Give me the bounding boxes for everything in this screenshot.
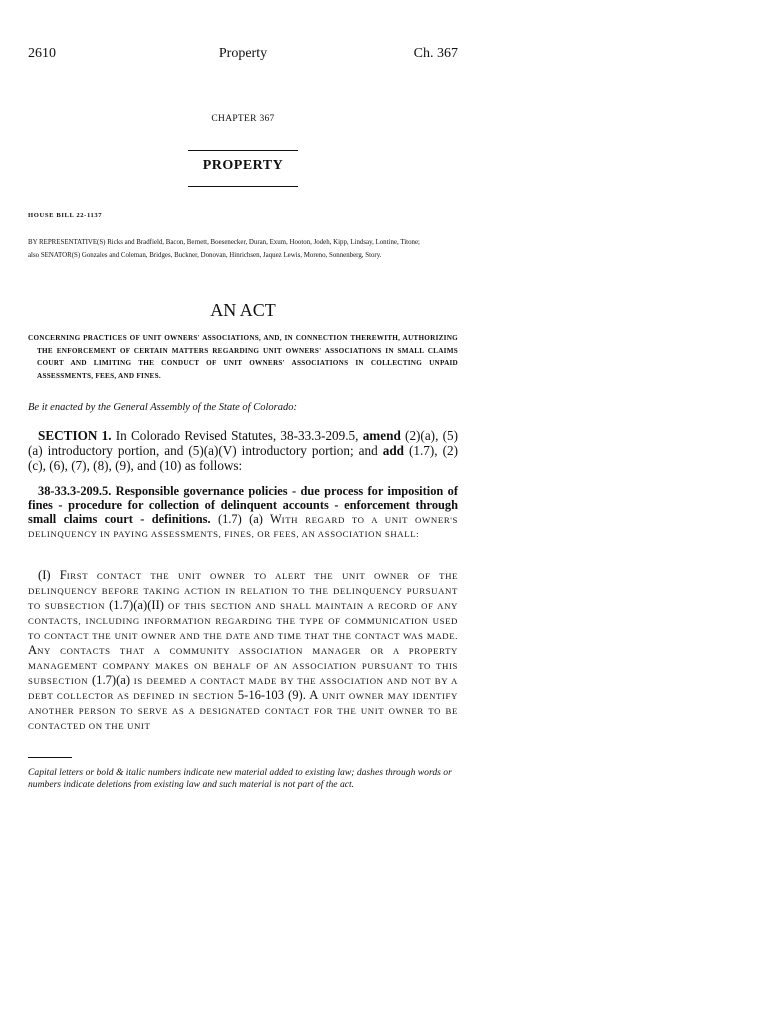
title-rule-bottom	[188, 186, 298, 187]
sponsors-representatives: BY REPRESENTATIVE(S) Ricks and Bradfield, Bacon, Bernett, Boesenecker, Duran, Exum, Hooton, Jodeh, Kipp, Lindsay, Lontine, Titone;	[28, 239, 420, 246]
section-1-amend: amend	[362, 428, 401, 443]
paragraph-i-text-c: NY CONTACTS THAT A COMMUNITY ASSOCIATION MANAGER OR A PROPERTY MANAGEMENT COMPANY MAKES ON BEHALF OF AN ASSOCIATION PURSUANT TO THIS SUBSECTION	[28, 646, 458, 686]
paragraph-i-ref-1: (1.7)(a)(II)	[109, 598, 164, 612]
enacting-clause: Be it enacted by the General Assembly of the State of Colorado:	[28, 402, 297, 413]
paragraph-i-ref-3: 5-16-103 (9).	[237, 688, 310, 702]
bill-number: HOUSE BILL 22-1137	[28, 212, 103, 219]
paragraph-i-text-d: IS DEEMED A CONTACT MADE BY THE ASSOCIATION AND NOT BY A DEBT COLLECTOR AS DEFINED IN SECTION	[28, 676, 459, 701]
footnote: Capital letters or bold & italic numbers indicate new material added to existing law; dashes through words or numbers indicate deletions from existing law and such material is not part of the act.	[28, 767, 452, 790]
section-1-text-a: In Colorado Revised Statutes, 38-33.3-209.5,	[111, 428, 363, 443]
title-rule-top	[188, 150, 298, 151]
footnote-rule	[28, 757, 72, 758]
page-title: PROPERTY	[202, 158, 284, 173]
paragraph-i-letter-3: A	[309, 688, 319, 702]
subsection-number: (1.7) (a)	[210, 511, 270, 526]
paragraph-i-first-letter: F	[59, 568, 67, 582]
sponsors-block	[28, 237, 458, 262]
section-1-text-c: (1.7), (2)(c), (6), (7), (8), (9), and (10) as follows:	[28, 443, 458, 473]
section-1-add: add	[382, 443, 404, 458]
running-header-chapter: Ch. 367	[413, 46, 458, 61]
paragraph-i	[28, 568, 458, 733]
subsection-text: ITH REGARD TO A UNIT OWNER'S DELINQUENCY IN PAYING ASSESSMENTS, FINES, OR FEES, AN ASSOCIATION SHALL:	[28, 514, 458, 540]
paragraph-i-letter-2: A	[28, 643, 38, 657]
paragraph-i-ref-2: (1.7)(a)	[91, 673, 131, 687]
section-1	[28, 428, 458, 473]
act-heading: AN ACT	[210, 300, 276, 320]
section-1-label: SECTION 1.	[38, 428, 112, 443]
paragraph-i-text-b: OF THIS SECTION AND SHALL MAINTAIN A RECORD OF ANY CONTACTS, INCLUDING INFORMATION REGARDING THE TYPE OF COMMUNICATION USED TO CONTACT THE UNIT OWNER AND THE DATE AND TIME THAT THE CONTACT WAS MADE.	[28, 601, 458, 641]
subsection-first-letter: W	[269, 511, 282, 526]
paragraph-i-text-a: IRST CONTACT THE UNIT OWNER TO ALERT THE UNIT OWNER OF THE DELINQUENCY BEFORE TAKING ACTION IN RELATION TO THE DELINQUENCY PURSUANT TO SUBSECTION	[28, 571, 458, 611]
page-number: 2610	[28, 46, 56, 61]
sponsors-senators: also SENATOR(S) Gonzales and Coleman, Bridges, Buckner, Donovan, Hinrichsen, Jaquez Lewis, Moreno, Sonnenberg, Story.	[28, 251, 382, 259]
section-1-text-b: (2)(a), (5)(a) introductory portion, and (5)(a)(V) introductory portion; and	[28, 428, 458, 458]
paragraph-i-text-e: UNIT OWNER MAY IDENTIFY ANOTHER PERSON TO SERVE AS A DESIGNATED CONTACT FOR THE UNIT OWNER TO BE CONTACTED ON THE UNIT	[28, 691, 458, 731]
subsection-heading: 38-33.3-209.5. Responsible governance policies - due process for imposition of fines - procedure for collection of delinquent accounts - enforcement through small claims court - definitions.	[28, 484, 458, 526]
paragraph-i-label: (I)	[38, 568, 60, 582]
concerning-clause: CONCERNING PRACTICES OF UNIT OWNERS' ASSOCIATIONS, AND, IN CONNECTION THEREWITH, AUTHORIZING THE ENFORCEMENT OF CERTAIN MATTERS REGARDING UNIT OWNERS' ASSOCIATIONS IN SMALL CLAIMS COURT AND LIMITING THE CONDUCT OF UNIT OWNERS' ASSOCIATIONS IN COLLECTING UNPAID ASSESSMENTS, FEES, AND FINES.	[28, 334, 458, 380]
chapter-heading: CHAPTER 367	[211, 114, 275, 124]
subsection-1-7	[28, 485, 458, 542]
running-header-topic: Property	[218, 46, 268, 61]
